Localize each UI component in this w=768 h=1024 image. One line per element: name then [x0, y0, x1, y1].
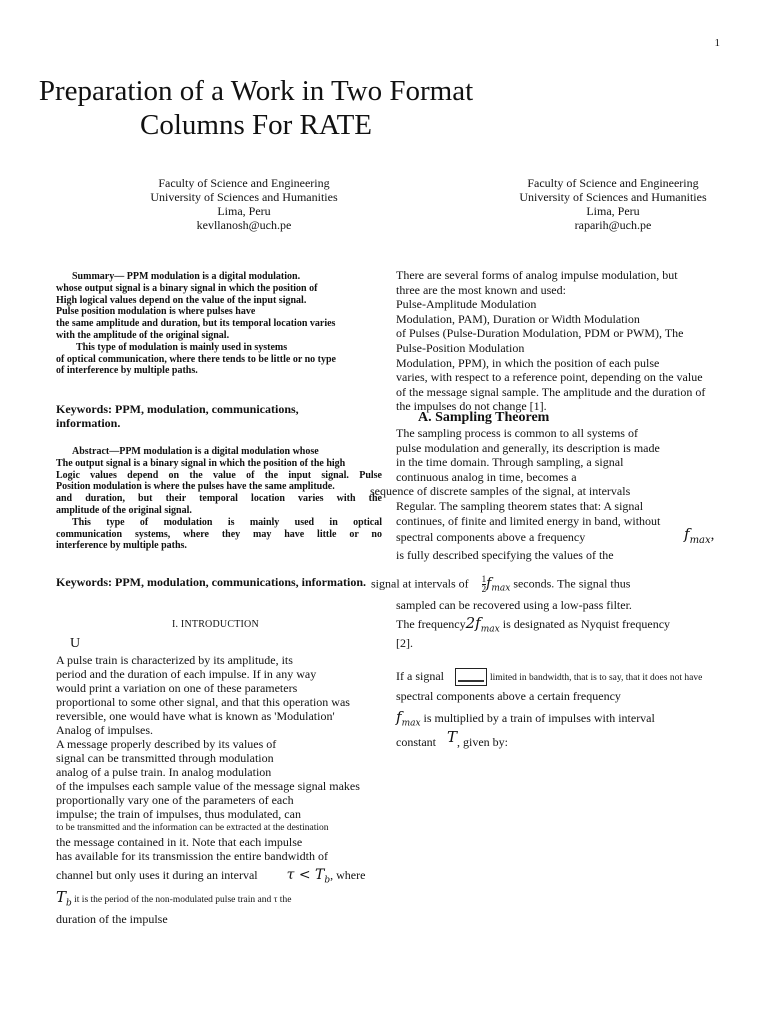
right-line: Regular. The sampling theorem states that: A signal [396, 498, 644, 513]
author-org: University of Sciences and Humanities [150, 190, 338, 204]
paper-title [0, 74, 512, 142]
summary-line: the same amplitude and duration, but its temporal location varies [56, 318, 336, 330]
given-by-text: , given by: [457, 735, 509, 749]
right-line: sequence of discrete samples of the signal, at intervals [370, 484, 631, 499]
interval-text: signal at intervals of [371, 576, 469, 591]
right-line: of the message signal sample. The amplitude and the duration of [396, 384, 706, 399]
abstract-line: This type of modulation is mainly used in optical [72, 516, 382, 528]
right-line: three are the most known and used: [396, 282, 566, 297]
right-line: varies, with respect to a reference point, depending on the value [396, 370, 703, 385]
ref-2: [2]. [396, 636, 413, 650]
keywords-line: information. [56, 416, 121, 430]
title-line-1: Preparation of a Work in Two Format [38, 75, 474, 107]
intro-tb-line [56, 890, 291, 910]
abstract-line: The output signal is a binary signal in which the position of the high [56, 457, 346, 469]
spectral-line: spectral components above a frequency [396, 530, 586, 544]
right-line: Modulation, PAM), Duration or Width Modulation [396, 311, 640, 326]
intro-line: reversible, one would have what is known as 'Modulation' [56, 709, 335, 723]
signal-image [455, 668, 487, 686]
described-line: is fully described specifying the values of the [396, 548, 614, 562]
intro-line: proportionally vary one of the parameters of each [56, 793, 294, 807]
spectral-line-2: spectral components above a certain frequency [396, 689, 621, 703]
section-heading-introduction: I. INTRODUCTION [172, 619, 259, 630]
T-math: T [447, 728, 458, 746]
right-line: of Pulses (Pulse-Duration Modulation, PDM or PWM), The [396, 326, 684, 341]
intro-line: the message contained in it. Note that each impulse [56, 835, 303, 849]
constant-text: constant [396, 735, 436, 749]
interval-line [371, 575, 630, 596]
summary-line: whose output signal is a binary signal in which the position of [56, 282, 318, 294]
limited-text: limited in bandwidth, that is to say, that it does not have [489, 672, 703, 683]
intro-line: would print a variation on one of these parameters [56, 681, 298, 695]
max-subscript: max [401, 718, 421, 729]
right-line: There are several forms of analog impulse modulation, but [396, 268, 678, 282]
keywords-2: Keywords: PPM, modulation, communications, information. [56, 575, 366, 589]
fmax-symbol [684, 525, 714, 546]
intro-last-line: duration of the impulse [56, 912, 168, 926]
right-line: the impulses do not change [1]. [396, 399, 547, 414]
if-signal-text: If a signal [396, 668, 444, 683]
abstract-line: Position modulation is where the pulses have the same amplitude. [56, 481, 335, 493]
summary-line: This type of modulation is mainly used in systems [76, 341, 288, 353]
summary-line: with the amplitude of the original signal. [56, 329, 230, 341]
intro-line: period and the duration of each impulse. If in any way [56, 667, 317, 681]
right-line: continuous analog in time, becomes a [396, 469, 577, 484]
intro-line: of the impulses each sample value of the message signal makes [56, 779, 360, 793]
intro-line: it is the period of the non-modulated pulse train and τ the [71, 895, 292, 905]
right-line: Modulation, PPM), in which the position of each pulse [396, 355, 660, 370]
intro-line: Analog of impulses. [56, 723, 153, 737]
nyquist-text: is designated as Nyquist frequency [499, 617, 671, 631]
intro-line: impulse; the train of impulses, thus modulated, can [56, 807, 301, 821]
page-number: 1 [714, 37, 720, 49]
section-heading-sampling: A. Sampling Theorem [418, 410, 550, 425]
author-city: Lima, Peru [586, 204, 640, 218]
abstract-line: Abstract—PPM modulation is a digital modulation whose [72, 446, 319, 457]
abstract [56, 446, 382, 552]
title-line-2: Columns For RATE [139, 109, 373, 141]
right-line: pulse modulation and generally, its description is made [396, 440, 660, 455]
right-line: Pulse-Position Modulation [396, 340, 525, 355]
f-math: f [684, 525, 690, 543]
introduction-body [56, 653, 360, 863]
recovered-line: sampled can be recovered using a low-pass filter. [396, 598, 632, 612]
fraction-denominator: 2 [481, 584, 487, 594]
multiplied-line [396, 710, 655, 731]
intro-line: analog of a pulse train. In analog modulation [56, 765, 272, 779]
f-math: f [396, 708, 402, 726]
comma: , [710, 527, 715, 543]
intro-line: channel but only uses it during an interval [56, 868, 258, 882]
author-email: kevllanosh@uch.pe [196, 218, 292, 232]
author-block-2 [483, 176, 743, 232]
author-block-1 [114, 176, 374, 232]
if-signal-line [396, 668, 702, 686]
abstract-line: Logic values depend on the value of the input signal. Pulse [56, 469, 382, 481]
right-line: Pulse-Amplitude Modulation [396, 297, 537, 312]
interval-text: seconds. The signal thus [510, 576, 631, 591]
right-line: continues, of finite and limited energy in band, without [396, 513, 661, 528]
abstract-line: interference by multiple paths. [56, 540, 187, 552]
summary-line: High logical values depend on the value of the input signal. [56, 294, 307, 306]
intro-line: , where [330, 868, 366, 882]
summary-line: Summary— PPM modulation is a digital modulation. [72, 271, 301, 282]
intro-line: to be transmitted and the information can be extracted at the destination [56, 823, 329, 833]
intro-interval-line [56, 868, 365, 887]
tau-lt-tb-math: τ < T [286, 867, 325, 883]
drop-cap: U [70, 636, 81, 651]
sampling-body [370, 426, 661, 528]
right-line: The sampling process is common to all systems of [396, 426, 638, 440]
intro-line: A pulse train is characterized by its amplitude, its [56, 653, 293, 667]
summary-line: of optical communication, where there tends to be little or no type [56, 353, 336, 365]
fraction-numerator: 1 [481, 574, 487, 584]
right-line: in the time domain. Through sampling, a signal [396, 455, 624, 470]
max-subscript: max [480, 624, 500, 635]
author-email: raparih@uch.pe [574, 218, 652, 232]
nyquist-line [396, 616, 670, 637]
keywords-1 [56, 402, 299, 430]
summary-line: of interference by multiple paths. [56, 365, 198, 377]
intro-line: proportional to some other signal, and that this operation was [56, 695, 350, 709]
tb-math: T [56, 888, 67, 906]
author-city: Lima, Peru [217, 204, 271, 218]
author-dept: Faculty of Science and Engineering [158, 176, 330, 190]
tb-subscript: b [324, 875, 331, 886]
author-org: University of Sciences and Humanities [519, 190, 707, 204]
2fmax-math: 2f [465, 614, 481, 632]
author-dept: Faculty of Science and Engineering [527, 176, 699, 190]
nyquist-text: The frequency [396, 617, 466, 631]
max-subscript: max [689, 535, 711, 546]
abstract-line: and duration, but their temporal location varies with the [56, 493, 382, 505]
constant-line [396, 728, 509, 750]
right-intro [396, 268, 705, 414]
abstract-line: amplitude of the original signal. [56, 504, 192, 516]
max-subscript: max [491, 583, 511, 594]
intro-line: has available for its transmission the entire bandwidth of [56, 849, 328, 863]
f-math: f [486, 575, 492, 592]
keywords-line: Keywords: PPM, modulation, communications, [56, 402, 299, 416]
intro-line: signal can be transmitted through modulation [56, 751, 274, 765]
summary [56, 271, 336, 377]
tb-subscript: b [66, 898, 72, 909]
multiplied-text: is multiplied by a train of impulses with interval [420, 711, 655, 725]
intro-line: A message properly described by its values of [56, 737, 277, 751]
abstract-line: communication systems, where they may have little or no [56, 528, 382, 540]
summary-line: Pulse position modulation is where pulses have [56, 306, 256, 318]
